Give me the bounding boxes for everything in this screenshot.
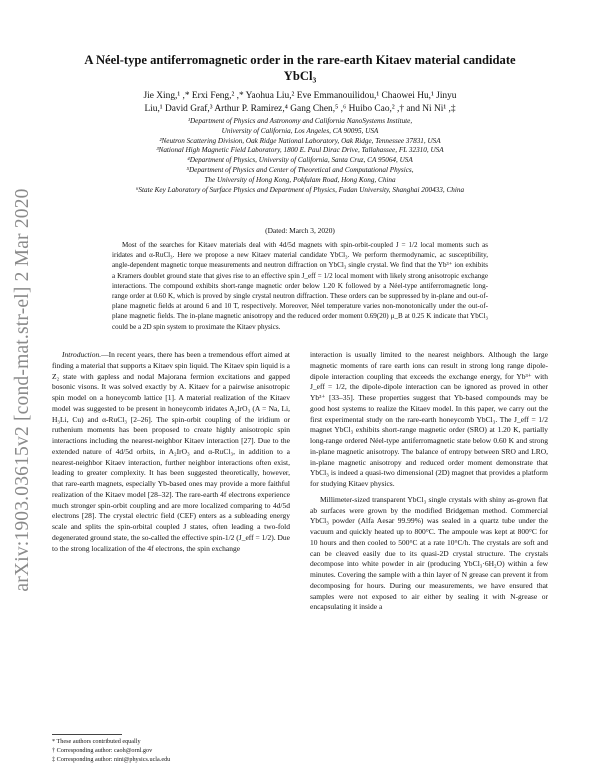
affiliation-line: The University of Hong Kong, Pokfulam Road, Hong Kong, China — [204, 175, 396, 184]
affiliations — [60, 117, 540, 195]
affiliation-line: ⁶State Key Laboratory of Surface Physics and Department of Physics, Fudan University, Shanghai 200433, China — [135, 185, 465, 194]
arxiv-identifier: arXiv:1903.03615v2 [cond-mat.str-el] 2 Mar 2020 — [12, 188, 33, 592]
body-column-right — [310, 350, 548, 613]
authors-line-1: Jie Xing,¹ ,* Erxi Feng,² ,* Yaohua Liu,² Eve Emmanouilidou,¹ Chaowei Hu,¹ Jinyu — [143, 91, 457, 101]
affiliation-line: ¹Department of Physics and Astronomy and California NanoSystems Institute, — [187, 117, 413, 125]
affiliation-line: ⁵Department of Physics and Center of Theoretical and Computational Physics, — [186, 165, 414, 174]
affiliation-line: University of California, Los Angeles, CA 90095, USA — [221, 126, 379, 135]
footnote-equal-contribution: * These authors contributed equally — [52, 738, 141, 745]
affiliation-line: ⁴Department of Physics, University of California, Santa Cruz, CA 95064, USA — [187, 156, 413, 165]
intro-text: —In recent years, there has been a tremendous effort aimed at finding a material that supports a Kitaev spin liquid. The Kitaev spin liquid is a Z₂ state with gapless and nodal Majorana fermion excitations and gapped bosonic visons. It was solved exactly by A. Kitaev for a pairwise anisotropic spin model on a honeycomb lattice [1]. A material realization of the Kitaev model was suggested to be present in honeycomb iridates A₂IrO₃ (A = Na, Li, H₃Li, Cu) and α-RuCl₃ [2–26]. The spin-orbit coupling of the iridium or ruthenium moments has been proposed to create highly anisotropic spin interactions including the nearest-neighbor Kitaev interaction [27]. Due to the extended nature of 4d/5d orbits, in A₂IrO₃ and α-RuCl₃, in addition to a nearest-neighbor Kitaev interaction, further neighbor interactions often exist, leading to greater complexity. It has been suggested theoretically, however, that rare-earth magnets, especially Yb-based ones may provide a more faithful realization of the Kitaev model [28–32]. The rare-earth 4f electrons experience much stronger spin-orbit coupling and are more localized comparing to 4d/5d electrons [28]. The crystal electric field (CEF) enters as a subleading energy scale and splits the spin-orbital coupled J states, often leading a two-fold degenerated ground state, the so-called the effective spin-1/2 (J_eff = 1/2). Due to the strong localization of the 4f electrons, the spin exchange — [52, 350, 290, 553]
footnote-corresponding-author: † Corresponding author: caoh@ornl.gov — [52, 747, 153, 754]
footnote-corresponding-author: ‡ Corresponding author: nini@physics.ucla.edu — [52, 756, 171, 763]
affiliation-line: ³National High Magnetic Field Laboratory, 1800 E. Paul Dirac Drive, Tallahassee, FL 32310, USA — [156, 146, 444, 155]
title-line-1: A Néel-type antiferromagnetic order in the rare-earth Kitaev material candidate — [84, 53, 516, 67]
paragraph-continuation: interaction is usually limited to the nearest neighbors. Although the large magnetic moments of rare earth ions can result in strong long range dipole-dipole interaction coupling that exceeds the exchange energy, for Yb³⁺ with J_eff = 1/2, the dipole-dipole interaction can be ignored as proved in other Yb³⁺ [33–35]. These properties suggest that Yb-based compounds may be good host systems to realize the Kitaev model. In this paper, we carry out the first experimental study on the rare-earth honeycomb YbCl₃. The J_eff = 1/2 magnet YbCl₃ exhibits short-range magnetic order (SRO) at 1.20 K, partially long-range ordered Néel-type antiferromagnetic state below 0.60 K and strong in-plane magnetic anisotropy. The balance of entropy between SRO and LRO, in-plane magnetic anisotropy and reduced order moment demonstrate that YbCl₃ is indeed a quasi-two dimensional (2D) magnet that provides a platform for studying Kitaev physics. — [310, 350, 548, 488]
abstract: Most of the searches for Kitaev materials deal with 4d/5d magnets with spin-orbit-coupled J = 1/2 local moments such as iridates and α-RuCl₃. Here we propose a new Kitaev material candidate YbCl₃. We perform thermodynamic, ac susceptibility, angle-dependent magnetic torque measurements and neutron diffraction on YbCl₃ single crystal. We find that the Yb³⁺ ion exhibits a Kramers doublet ground state that gives rise to an effective spin J_eff = 1/2 local moment with likely strong anisotropic exchange interactions. The compound exhibits short-range magnetic order below 1.20 K followed by a Néel-type antiferromagnetic long-range order at 0.60 K, which is proved by single crystal neutron diffraction. These orders can be suppressed by in-plane and out-of-plane magnetic fields at around 6 and 10 T, respectively. Moreover, Néel temperature varies non-monotonically under the out-of-plane magnetic fields. The in-plane magnetic anisotropy and the reduced order moment 0.69(20) μ_B at 0.25 K indicate that YbCl₃ could be a 2D spin system to proximate the Kitaev physics. — [112, 241, 488, 331]
authors-line-2: Liu,¹ David Graf,³ Arthur P. Ramirez,⁴ Gang Chen,⁵ ,⁶ Huibo Cao,² ,† and Ni Ni¹ ,‡ — [144, 104, 456, 114]
affiliation-line: ²Neutron Scattering Division, Oak Ridge National Laboratory, Oak Ridge, Tennessee 37831, USA — [159, 136, 441, 145]
title-line-2: YbCl₃ — [283, 69, 317, 83]
intro-paragraph — [52, 350, 290, 554]
paper-title — [60, 52, 540, 84]
footnotes — [52, 737, 290, 764]
paragraph-crystal-growth: Millimeter-sized transparent YbCl₃ single crystals with shiny as-grown flat ab surfaces were grown by the modified Bridgeman method. Commercial YbCl₃ powder (Alfa Aesar 99.99%) was sealed in a quartz tube under the vacuum and quickly heated up to 800°C. The ampoule was kept at 800°C for 10 hours and then cooled to 500°C at a rate 10°C/h. The crystals are soft and can be cleaved easily due to its quasi-2D crystal structure. The crystals decompose into white powder in air (producing YbCl₃·6H₂O) within a few minutes. Covering the sample with a thin layer of N grease can prevent it from decomposing for hours. During our measurements, we have ensured that samples were not exposed to air either by sealing it with N-grease or encapsulating it inside a — [310, 494, 548, 612]
footnote-divider — [52, 734, 122, 735]
body-column-left — [52, 350, 290, 554]
arxiv-sidebar-stamp — [6, 150, 40, 630]
dated-line: (Dated: March 3, 2020) — [265, 226, 335, 235]
intro-label: Introduction. — [62, 350, 102, 359]
author-list — [80, 90, 520, 116]
